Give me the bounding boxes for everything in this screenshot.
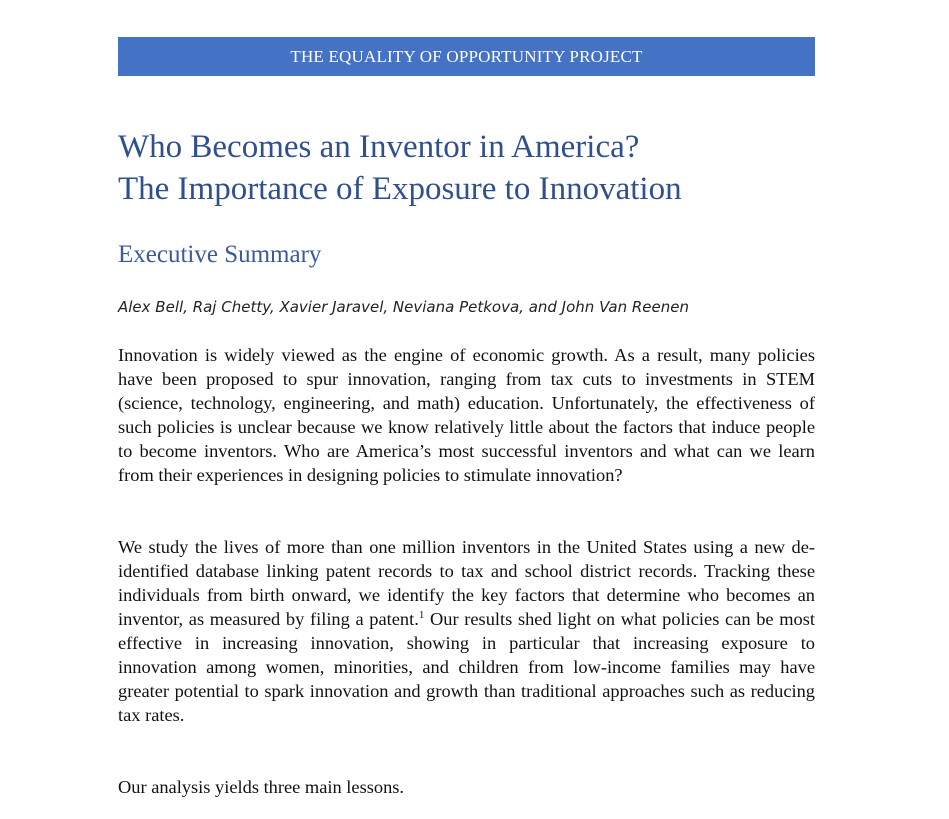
- title-line-1: Who Becomes an Inventor in America?: [118, 129, 640, 165]
- body-paragraph-2: [118, 535, 815, 727]
- project-banner: THE EQUALITY OF OPPORTUNITY PROJECT: [118, 37, 815, 76]
- body-paragraph-1: Innovation is widely viewed as the engine of economic growth. As a result, many policies have been proposed to spur innovation, ranging from tax cuts to investments in STEM (science, technology, engineering, and math) education. Unfortunately, the effectiveness of such policies is unclear because we know relatively little about the factors that induce people to become inventors. Who are America’s most successful inventors and what can we learn from their experiences in designing policies to stimulate innovation?: [118, 345, 815, 485]
- section-heading: Executive Summary: [118, 241, 322, 268]
- footnote-marker[interactable]: 1: [418, 608, 425, 621]
- body-paragraph-3: Our analysis yields three main lessons.: [118, 777, 405, 797]
- paragraph-2-text-end: Our results shed light on what policies can be most effective in increasing innovation, showing in particular that increasing exposure to innovation among women, minorities, and children from low-income families may have greater potential to spark innovation and growth than traditional approaches such as reducing tax rates.: [118, 609, 815, 725]
- title-line-2: The Importance of Exposure to Innovation: [118, 171, 682, 207]
- document-title: [118, 126, 815, 210]
- author-list: Alex Bell, Raj Chetty, Xavier Jaravel, Neviana Petkova, and John Van Reenen: [118, 298, 689, 316]
- paragraph-2-text-start: We study the lives of more than one million inventors in the United States using a new de-identified database linking patent records to tax and school district records. Tracking these individuals from birth onward, we identify the key factors that determine who becomes an inventor, as measured by filing a patent.: [118, 537, 815, 629]
